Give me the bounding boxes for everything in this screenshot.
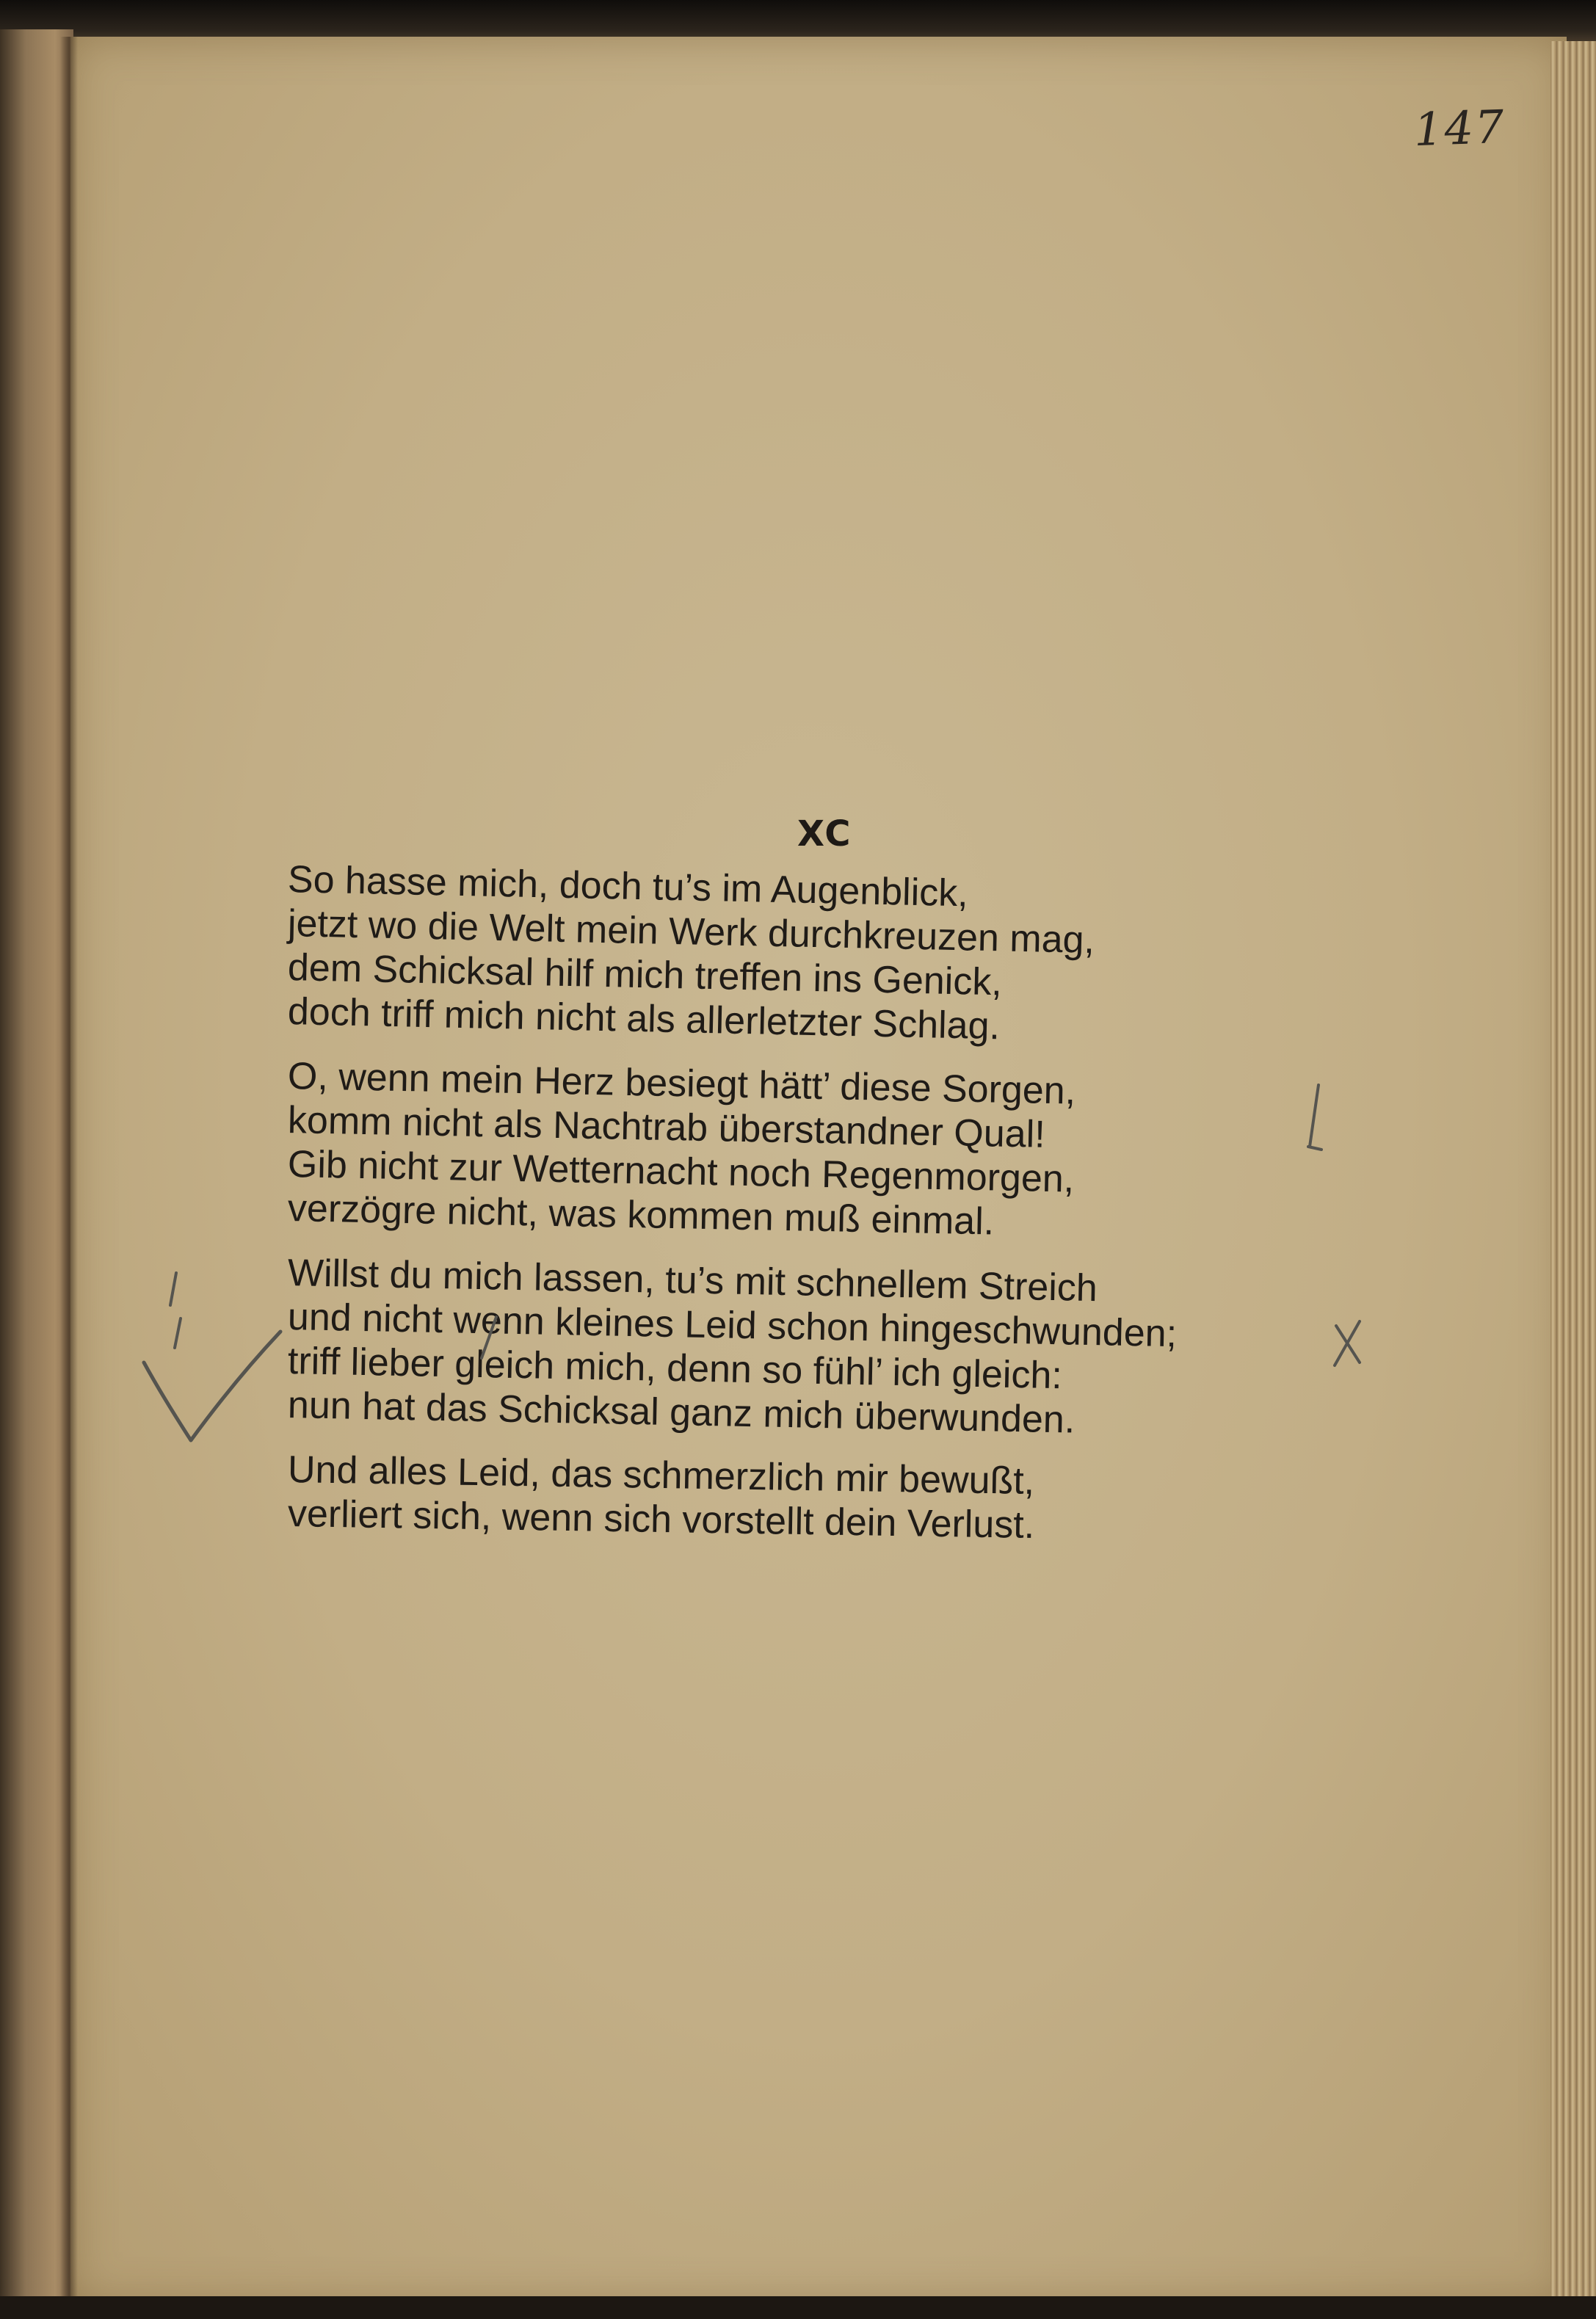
poem-line: So hasse mich, doch tu’s im Augenblick, xyxy=(287,858,969,915)
poem-line: verliert sich, wenn sich vorstellt dein Verlust. xyxy=(287,1492,1035,1547)
poem-line: doch triff mich nicht als allerletzter Schlag. xyxy=(287,990,1001,1048)
poem-line: Willst du mich lassen, tu’s mit schnellem Streich xyxy=(287,1252,1098,1310)
handwritten-page-number: 147 xyxy=(1412,99,1506,157)
stanza-2 xyxy=(287,1054,1316,1244)
poem-line: Und alles Leid, das schmerzlich mir bewußt, xyxy=(287,1448,1035,1503)
poem-line: und nicht wenn kleines Leid schon hingeschwunden; xyxy=(287,1296,1178,1356)
poem-text xyxy=(288,857,1316,1556)
poem-line: verzögre nicht, was kommen muß einmal. xyxy=(287,1187,995,1244)
poem-line: triff lieber gleich mich, denn so fühl’ ich gleich: xyxy=(287,1340,1063,1398)
poem-number: XC xyxy=(797,813,852,854)
page-stack-edge xyxy=(1550,41,1596,2302)
poem-line: Gib nicht zur Wetternacht noch Regenmorgen, xyxy=(287,1143,1075,1201)
page-gutter xyxy=(60,37,78,2298)
poem-line: O, wenn mein Herz besiegt hätt’ diese Sorgen, xyxy=(287,1055,1076,1113)
poem-line: jetzt wo die Welt mein Werk durchkreuzen mag, xyxy=(287,902,1095,962)
poem-line: komm nicht als Nachtrab überstandner Qual! xyxy=(287,1099,1046,1156)
stanza-3 xyxy=(287,1251,1316,1442)
stanza-4 xyxy=(287,1448,1316,1547)
stanza-1 xyxy=(287,857,1316,1048)
bottom-edge xyxy=(0,2296,1596,2319)
poem-line: dem Schicksal hilf mich treffen ins Genick, xyxy=(287,946,1003,1004)
poem-line: nun hat das Schicksal ganz mich überwunden. xyxy=(287,1384,1076,1442)
